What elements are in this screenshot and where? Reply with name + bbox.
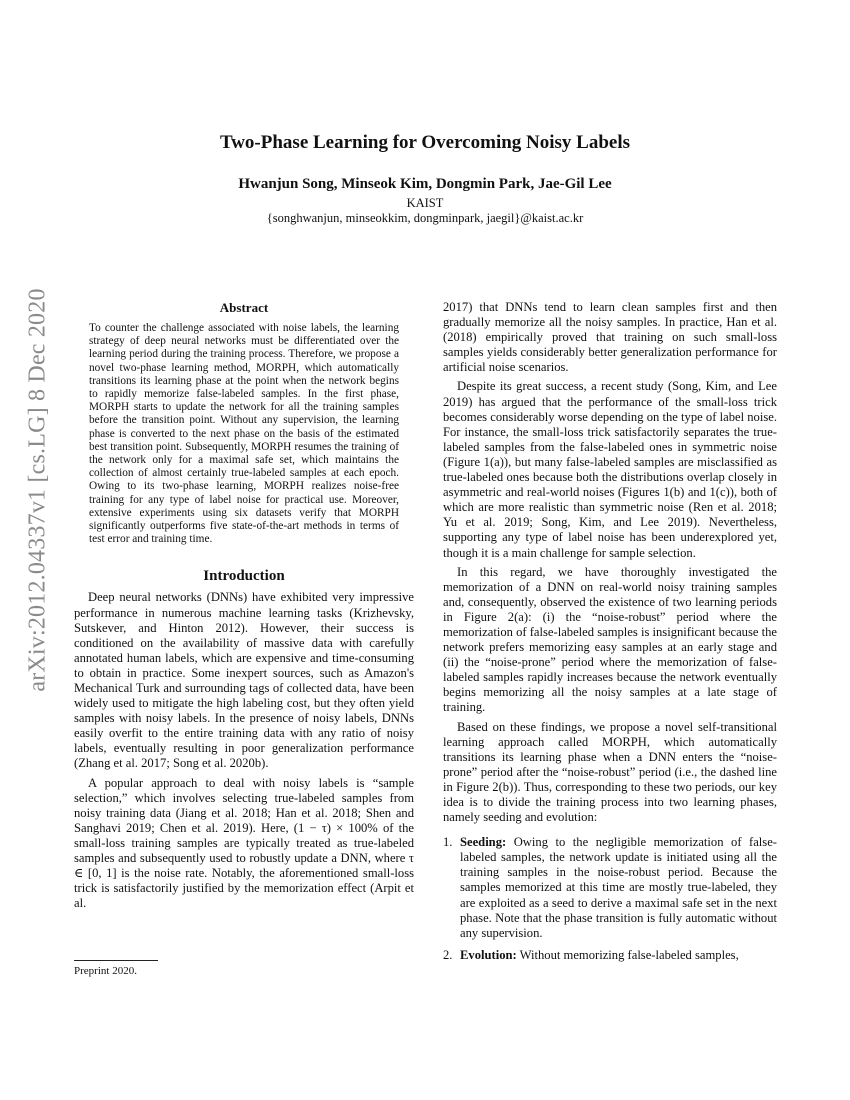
learning-phases-list	[443, 835, 777, 963]
list-item	[443, 948, 777, 963]
intro-paragraph-1: Deep neural networks (DNNs) have exhibited very impressive performance in numerous machine learning tasks (Krizhevsky, Sutskever, and Hinton 2012). However, their success is conditioned on the availability of massive data with carefully annotated human labels, which are expensive and time-consuming to obtain in practice. Some inexpert sources, such as Amazon's Mechanical Turk and surrounding tags of collected data, have been widely used to mitigate the high labeling cost, but they often yield samples with noisy labels. In the presence of noisy labels, DNNs easily overfit to the entire training data with any ratio of noisy labels, eventually resulting in poor generalization performance (Zhang et al. 2017; Song et al. 2020b).	[74, 590, 414, 771]
arxiv-identifier-text: arXiv:2012.04337v1 [cs.LG] 8 Dec 2020	[24, 288, 51, 692]
intro-paragraph-3: Despite its great success, a recent study (Song, Kim, and Lee 2019) has argued that the performance of the small-loss trick becomes considerably worse depending on the type of label noise. For instance, the small-loss trick satisfactorily separates the true-labeled samples from the false-labeled ones in symmetric noise (Figure 1(a)), but many false-labeled samples are misclassified as true-labeled ones because both the distributions overlap closely in asymmetric and real-world noises (Figures 1(b) and 1(c)), both of which are more realistic than symmetric noise (Ren et al. 2018; Yu et al. 2019; Song, Kim, and Lee 2019). Nevertheless, supporting any type of label noise has been underexplored yet, though it is a main challenge for sample selection.	[443, 379, 777, 560]
footnote-rule	[74, 960, 158, 961]
list-item-text: Owing to the negligible memorization of false-labeled samples, the network update is initiated using all the training samples in the noise-robust period. Because the samples memorized at this time are mostly true-labeled, they are exploited as a seed to derive a maximal safe set in the next phase. Note that the phase transition is fully automatic without any supervision.	[460, 835, 777, 940]
intro-paragraph-4: In this regard, we have thoroughly investigated the memorization of a DNN on real-world noisy training samples and, consequently, observed the existence of two learning periods in Figure 2(a): (i) the “noise-robust” period where the memorization of false-labeled samples is insignificant because the network prefers memorizing easy samples at an early stage and (ii) the “noise-prone” period where the memorization of false-labeled samples rapidly increases because the network eventually begins memorizing all the noisy samples at a late stage of training.	[443, 564, 777, 715]
list-item-label: Evolution:	[460, 947, 517, 962]
list-item-label: Seeding:	[460, 835, 507, 850]
abstract-heading: Abstract	[219, 300, 269, 315]
list-item-number: 2.	[443, 947, 453, 962]
author-emails: {songhwanjun, minseokkim, dongminpark, jaegil}@kaist.ac.kr	[266, 211, 584, 225]
right-column	[443, 300, 777, 970]
left-column	[74, 300, 414, 911]
list-item	[443, 835, 777, 941]
arxiv-identifier	[8, 288, 68, 692]
list-item-number: 1.	[443, 835, 453, 850]
intro-paragraph-2: A popular approach to deal with noisy labels is “sample selection,” which involves selecting true-labeled samples from noisy training data (Jiang et al. 2018; Han et al. 2018; Shen and Sanghavi 2019; Chen et al. 2019). Here, (1 − τ) × 100% of the small-loss training samples are typically treated as true-labeled samples and subsequently used to robustly update a DNN, where τ ∈ [0, 1] is the noise rate. Notably, the aforementioned small-loss trick is satisfactorily justified by the memorization effect (Arpit et al.	[74, 775, 414, 911]
abstract-text: To counter the challenge associated with noise labels, the learning strategy of deep neural networks must be differentiated over the learning period during the training process. Therefore, we propose a novel two-phase learning method, MORPH, which automatically transitions its learning phase at the point when the network begins to rapidly memorize false-labeled samples. In the first phase, MORPH starts to update the network for all the training samples before the transition point. Without any supervision, the learning phase is converted to the next phase on the basis of the estimated best transition point. Subsequently, MORPH resumes the training of the network only for a maximal safe set, which maintains the collection of almost certainly true-labeled samples at each epoch. Owing to its two-phase learning, MORPH realizes noise-free training for any type of label noise for practical use. Moreover, extensive experiments using six datasets verify that MORPH significantly outperforms five state-of-the-art methods in terms of test error and training time.	[89, 322, 399, 546]
authors: Hwanjun Song, Minseok Kim, Dongmin Park, Jae-Gil Lee	[238, 176, 612, 192]
affiliation: KAIST	[406, 196, 444, 210]
list-item-text: Without memorizing false-labeled samples,	[519, 947, 739, 962]
intro-paragraph-5: Based on these findings, we propose a novel self-transitional learning approach called MORPH, which automatically transitions its learning phase when a DNN enters the “noise-prone” period after the “noise-robust” period (i.e., the dashed line in Figure 2(b)). Thus, corresponding to these two periods, our key idea is to divide the training process into two learning phases, namely seeding and evolution:	[443, 719, 777, 825]
paper-title: Two-Phase Learning for Overcoming Noisy Labels	[219, 132, 631, 153]
intro-paragraph-2-continued: 2017) that DNNs tend to learn clean samples first and then gradually memorize all the noisy samples. In practice, Han et al. (2018) empirically proved that training on such small-loss samples yields considerably better generalization performance for artificial noise scenarios.	[443, 300, 777, 375]
footnote	[74, 960, 414, 977]
introduction-heading: Introduction	[203, 568, 285, 585]
footnote-text: Preprint 2020.	[74, 965, 137, 977]
